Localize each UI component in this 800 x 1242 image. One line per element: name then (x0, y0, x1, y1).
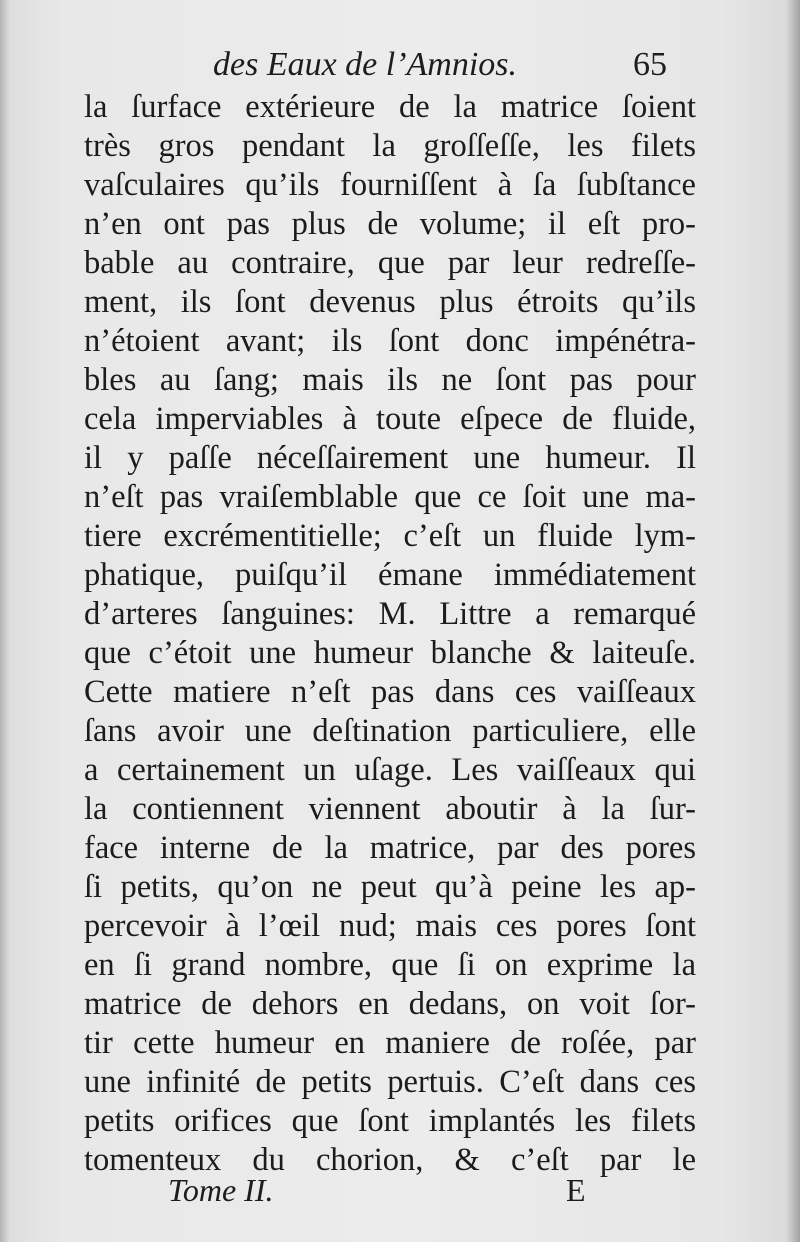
text-line: la ſurface extérieure de la matrice ſoient (84, 89, 696, 125)
text-line: n’en ont pas plus de volume; il eſt pro- (84, 206, 696, 242)
text-line: d’arteres ſanguines: M. Littre a remarqué (84, 596, 696, 632)
text-line: Cette matiere n’eſt pas dans ces vaiſſeaux (84, 674, 696, 710)
volume-mark: Tome II. (168, 1172, 274, 1208)
text-line: tiere excrémentitielle; c’eſt un fluide lym- (84, 518, 696, 554)
running-title: des Eaux de l’Amnios. (213, 46, 518, 83)
text-line: bable au contraire, que par leur redreſſe- (84, 245, 696, 281)
text-line: la contiennent viennent aboutir à la ſur- (84, 791, 696, 827)
body-text (84, 88, 696, 1180)
page-footer (0, 1168, 800, 1212)
text-line: percevoir à l’œil nud; mais ces pores ſont (84, 908, 696, 944)
text-line: en ſi grand nombre, que ſi on exprime la (84, 947, 696, 983)
text-line: ſi petits, qu’on ne peut qu’à peine les ap- (84, 869, 696, 905)
text-line: ſans avoir une deſtination particuliere, elle (84, 713, 696, 749)
text-line: une infinité de petits pertuis. C’eſt dans ces (84, 1064, 696, 1100)
page-gutter-shadow (0, 0, 10, 1242)
text-line: phatique, puiſqu’il émane immédiatement (84, 557, 696, 593)
text-line: matrice de dehors en dedans, on voit ſor- (84, 986, 696, 1022)
page-edge-shadow (786, 0, 800, 1242)
text-line: très gros pendant la groſſeſſe, les filets (84, 128, 696, 164)
text-line: petits orifices que ſont implantés les filets (84, 1103, 696, 1139)
text-line: bles au ſang; mais ils ne ſont pas pour (84, 362, 696, 398)
text-line: a certainement un uſage. Les vaiſſeaux qui (84, 752, 696, 788)
text-line: que c’étoit une humeur blanche & laiteuſe. (84, 635, 696, 671)
text-line: ment, ils ſont devenus plus étroits qu’ils (84, 284, 696, 320)
text-line: vaſculaires qu’ils fourniſſent à ſa ſubſtance (84, 167, 696, 203)
text-line: cela imperviables à toute eſpece de fluide, (84, 401, 696, 437)
text-line: tomenteux du chorion, & c’eſt par le (84, 1142, 696, 1178)
signature-mark: E (566, 1172, 586, 1208)
text-line: n’eſt pas vraiſemblable que ce ſoit une ma- (84, 479, 696, 515)
text-line: n’étoient avant; ils ſont donc impénétra- (84, 323, 696, 359)
text-line: face interne de la matrice, par des pores (84, 830, 696, 866)
text-line: tir cette humeur en maniere de roſée, par (84, 1025, 696, 1061)
page-number: 65 (633, 46, 667, 83)
text-line: il y paſſe néceſſairement une humeur. Il (84, 440, 696, 476)
